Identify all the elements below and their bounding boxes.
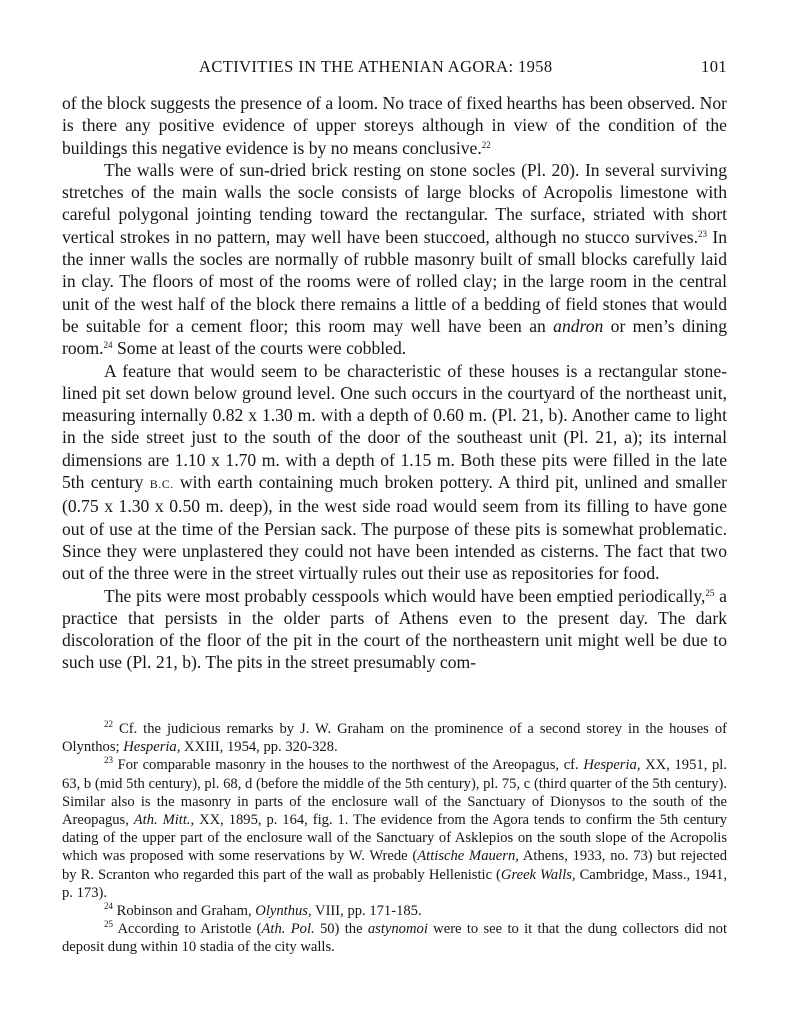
footnote-ref-25: 25 bbox=[705, 587, 715, 598]
footnote-ref-24: 24 bbox=[103, 340, 113, 351]
running-header bbox=[62, 57, 727, 81]
footnote-23: $^{23}$ For comparable masonry in the houses to the northwest of the Areopagus, cf. Hesperia, XX, 1951, pl. 63, b (mid 5th century), pl. 68, d (before the middle of the 5th century), pl. 75, c (third quarter of the 5th century). Similar also is the masonry in parts of the enclosure wall of the Sanctuary of Dionysos to the south of the Areopagus, Ath. Mitt., XX, 1895, p. 164, fig. 1. The evidence from the Agora tends to confirm the 5th century dating of the upper part of the enclosure wall of the Sanctuary of Asklepios on the south slope of the Acropolis which was proposed with some reservations by W. Wrede (Attische Mauern, Athens, 1933, no. 73) but rejected by R. Scranton who regarded this part of the wall as probably Hellenistic (Greek Walls, Cambridge, Mass., 1941, p. 173). bbox=[62, 755, 727, 901]
paragraph-2: The walls were of sun-dried brick resting on stone socles (Pl. 20). In several surviving stretches of the main walls the socle consists of large blocks of Acropolis limestone with careful polygonal jointing tending toward the rectangular. The surface, striated with short vertical strokes in no pattern, may well have been stuccoed, although no stucco survives.$^{23}$ In the inner walls the socles are normally of rubble masonry built of small blocks carefully laid in clay. The floors of most of the rooms were of rolled clay; in the large room in the central unit of the west half of the block there remains a little of a bedding of field stones that would be suitable for a cement floor; this room may well have been an andron or men’s dining room.$^{24}$ Some at least of the courts were cobbled. bbox=[62, 159, 727, 359]
footnote-24: $^{24}$ Robinson and Graham, Olynthus, VIII, pp. 171-185. bbox=[104, 901, 422, 920]
footnotes bbox=[62, 720, 727, 957]
footnote-ref-23: 23 bbox=[698, 228, 708, 239]
footnote-25: $^{25}$ According to Aristotle (Ath. Pol. 50) the astynomoi were to see to it that the dung collectors did not deposit dung within 10 stadia of the city walls. bbox=[62, 919, 727, 956]
footnote-ref-22: 22 bbox=[481, 139, 491, 150]
paragraph-3: A feature that would seem to be characteristic of these houses is a rectangular stone-lined pit set down below ground level. One such occurs in the courtyard of the northeast unit, measuring internally 0.82 x 1.30 m. with a depth of 0.60 m. (Pl. 21, b). Another came to light in the side street just to the south of the door of the southeast unit (Pl. 21, a); its internal dimensions are 1.10 x 1.70 m. with a depth of 1.15 m. Both these pits were filled in the late 5th century B.C. with earth containing much broken pottery. A third pit, unlined and smaller (0.75 x 1.30 x 0.50 m. deep), in the west side road would seem from its filling to have gone out of use at the time of the Persian sack. The purpose of these pits is somewhat problematic. Since they were unplastered they could not have been intended as cisterns. The fact that two out of the three were in the street virtually rules out their use as repositories for food. bbox=[62, 360, 727, 584]
running-title: ACTIVITIES IN THE ATHENIAN AGORA: 1958 bbox=[199, 57, 553, 76]
bc-abbrev: B.C. bbox=[149, 477, 174, 492]
paragraph-4: The pits were most probably cesspools which would have been emptied periodically,$^{25}$ a practice that persists in the older parts of Athens even to the present day. The dark discoloration of the floor of the pit in the court of the northeastern unit might well be due to such use (Pl. 21, b). The pits in the street presumably com- bbox=[62, 585, 727, 673]
body-text bbox=[62, 92, 727, 674]
paragraph-1: of the block suggests the presence of a loom. No trace of fixed hearths has been observed. Nor is there any positive evidence of upper storeys although in view of the condition of the buildings this negative evidence is by no means conclusive.$^{22}$ bbox=[62, 93, 727, 158]
term-andron: andron bbox=[553, 315, 604, 336]
footnote-22: $^{22}$ Cf. the judicious remarks by J. W. Graham on the prominence of a second storey in the houses of Olynthos; Hesperia, XXIII, 1954, pp. 320-328. bbox=[62, 719, 727, 756]
page-number: 101 bbox=[701, 57, 727, 76]
